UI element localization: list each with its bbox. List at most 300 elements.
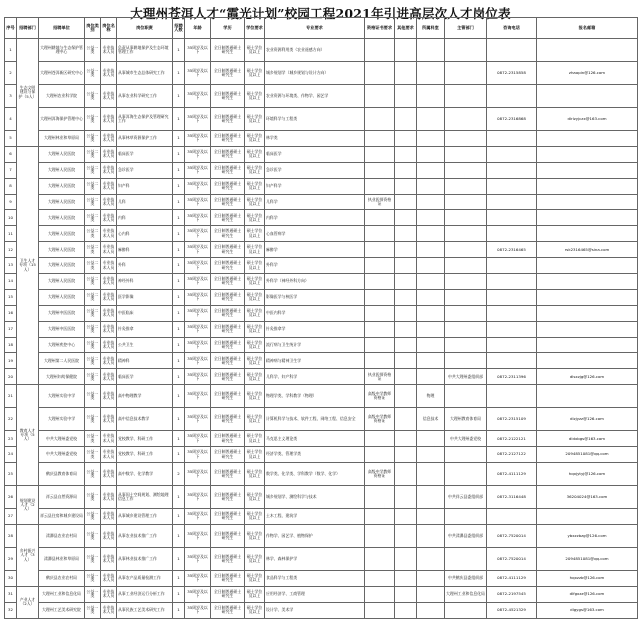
table-cell-duty: 从事农业技术推广工作 bbox=[117, 524, 173, 547]
table-cell-no: 5 bbox=[5, 131, 17, 147]
table-cell-unit: 大理州人民医院 bbox=[39, 178, 85, 194]
table-cell-gov bbox=[445, 353, 487, 369]
table-cell-other bbox=[395, 85, 417, 108]
table-cell-duty: 从事国土空间规划、测绘地理信息工作 bbox=[117, 486, 173, 509]
table-cell-unit: 大理州人民医院 bbox=[39, 242, 85, 258]
header-cell: 所属科室 bbox=[417, 18, 445, 39]
table-cell-unit: 鹤庆县教育体育局 bbox=[39, 463, 85, 486]
table-cell-num: 1 bbox=[173, 178, 185, 194]
table-cell-room bbox=[417, 463, 445, 486]
table-cell-room bbox=[417, 486, 445, 509]
table-cell-cert bbox=[365, 226, 395, 242]
table-cell-pos: 专业技术人员 bbox=[101, 178, 117, 194]
table-cell-mail[interactable]: dlsxzjg@126.com bbox=[537, 369, 638, 385]
table-cell-other bbox=[395, 509, 417, 525]
table-cell-major: 物理学类、学科教学（物理） bbox=[265, 385, 365, 408]
table-cell-unit: 中共大理州委党校 bbox=[39, 447, 85, 463]
table-cell-group: 产业人才（2人） bbox=[17, 586, 39, 618]
table-row bbox=[5, 547, 638, 570]
table-cell-unit: 大理州人民医院 bbox=[39, 274, 85, 290]
table-cell-pos: 专业技术人员 bbox=[101, 369, 117, 385]
header-cell: 其他要求 bbox=[395, 18, 417, 39]
table-cell-cat: 公益一类 bbox=[85, 62, 101, 85]
table-cell-mail[interactable]: zhaopin@126.com bbox=[537, 62, 638, 85]
table-cell-mail[interactable] bbox=[537, 509, 638, 525]
table-cell-age: 35周岁及以下 bbox=[185, 289, 211, 305]
table-row bbox=[5, 39, 638, 62]
table-cell-major: 作物学、园艺学、植物保护 bbox=[265, 524, 365, 547]
table-cell-tel bbox=[487, 337, 537, 353]
table-cell-cert bbox=[365, 210, 395, 226]
table-cell-no: 7 bbox=[5, 162, 17, 178]
table-cell-deg: 硕士学位及以上 bbox=[245, 602, 265, 618]
table-cell-edu: 全日制普通硕士研究生 bbox=[211, 463, 245, 486]
table-cell-pos: 专业技术人员 bbox=[101, 385, 117, 408]
table-cell-cert bbox=[365, 509, 395, 525]
table-cell-deg: 硕士学位及以上 bbox=[245, 509, 265, 525]
table-cell-cert bbox=[365, 570, 395, 586]
table-cell-tel: 0872-2127122 bbox=[487, 447, 537, 463]
table-cell-cert bbox=[365, 258, 395, 274]
table-cell-tel bbox=[487, 162, 537, 178]
table-cell-other bbox=[395, 431, 417, 447]
table-cell-room bbox=[417, 194, 445, 210]
table-cell-cat: 公益一类 bbox=[85, 131, 101, 147]
table-cell-pos: 专业技术人员 bbox=[101, 226, 117, 242]
table-row bbox=[5, 305, 638, 321]
table-cell-age: 35周岁及以下 bbox=[185, 108, 211, 131]
table-cell-cert bbox=[365, 524, 395, 547]
table-cell-cat: 公益一类 bbox=[85, 509, 101, 525]
table-cell-no: 1 bbox=[5, 39, 17, 62]
header-cell: 年龄 bbox=[185, 18, 211, 39]
table-cell-deg: 硕士学位及以上 bbox=[245, 62, 265, 85]
table-cell-gov: 中共祥云县委组织部 bbox=[445, 486, 487, 509]
table-cell-deg: 硕士学位及以上 bbox=[245, 162, 265, 178]
table-cell-other bbox=[395, 108, 417, 131]
table-cell-other bbox=[395, 385, 417, 408]
table-cell-mail[interactable]: dlgygs@163.com bbox=[537, 602, 638, 618]
table-cell-mail[interactable] bbox=[537, 162, 638, 178]
header-cell: 岗位类别 bbox=[85, 18, 101, 39]
table-cell-age: 35周岁及以下 bbox=[185, 274, 211, 290]
table-cell-mail[interactable]: dldxbgs@163.com bbox=[537, 431, 638, 447]
table-cell-tel: 0872-7520014 bbox=[487, 547, 537, 570]
table-row bbox=[5, 242, 638, 258]
table-cell-mail[interactable] bbox=[537, 353, 638, 369]
table-row bbox=[5, 85, 638, 108]
table-row bbox=[5, 258, 638, 274]
table-cell-mail[interactable] bbox=[537, 85, 638, 108]
table-cell-num: 1 bbox=[173, 108, 185, 131]
table-row bbox=[5, 108, 638, 131]
table-cell-major: 流行病与卫生统计学 bbox=[265, 337, 365, 353]
table-cell-gov bbox=[445, 146, 487, 162]
table-cell-pos: 专业技术人员 bbox=[101, 509, 117, 525]
table-cell-gov: 中共鹤庆县委组织部 bbox=[445, 570, 487, 586]
table-cell-gov bbox=[445, 509, 487, 525]
table-cell-cert bbox=[365, 274, 395, 290]
table-cell-edu: 全日制普通硕士研究生 bbox=[211, 131, 245, 147]
table-cell-unit: 大理州人民医院 bbox=[39, 194, 85, 210]
table-cell-room: 信息技术 bbox=[417, 408, 445, 431]
table-cell-cat: 公益二类 bbox=[85, 258, 101, 274]
table-cell-mail[interactable] bbox=[537, 274, 638, 290]
table-cell-duty: 从事农业科学研究工作 bbox=[117, 85, 173, 108]
table-cell-age: 35周岁及以下 bbox=[185, 486, 211, 509]
position-table bbox=[4, 17, 638, 619]
table-cell-room bbox=[417, 447, 445, 463]
table-cell-room bbox=[417, 547, 445, 570]
table-cell-tel bbox=[487, 321, 537, 337]
table-cell-edu: 全日制普通硕士研究生 bbox=[211, 226, 245, 242]
table-cell-major: 林学、森林保护学 bbox=[265, 547, 365, 570]
table-cell-num: 1 bbox=[173, 353, 185, 369]
table-cell-other bbox=[395, 570, 417, 586]
header-cell: 咨询电话 bbox=[487, 18, 537, 39]
table-cell-mail[interactable] bbox=[537, 210, 638, 226]
table-cell-duty: 从事农产品质量检测工作 bbox=[117, 570, 173, 586]
table-cell-mail[interactable] bbox=[537, 226, 638, 242]
table-cell-age: 35周岁及以下 bbox=[185, 524, 211, 547]
table-cell-other bbox=[395, 289, 417, 305]
table-cell-pos: 专业技术人员 bbox=[101, 194, 117, 210]
table-cell-unit: 大理州人民医院 bbox=[39, 226, 85, 242]
table-cell-major: 内科学 bbox=[265, 210, 365, 226]
table-cell-cat: 公益二类 bbox=[85, 289, 101, 305]
table-cell-group: 教育人才专项（5人） bbox=[17, 385, 39, 486]
table-cell-num: 1 bbox=[173, 408, 185, 431]
table-cell-mail[interactable] bbox=[537, 131, 638, 147]
table-cell-no: 22 bbox=[5, 408, 17, 431]
header-cell: 序号 bbox=[5, 18, 17, 39]
table-cell-cert bbox=[365, 108, 395, 131]
table-cell-other bbox=[395, 602, 417, 618]
table-cell-room bbox=[417, 305, 445, 321]
table-cell-edu: 全日制普通硕士研究生 bbox=[211, 486, 245, 509]
table-cell-edu: 全日制普通硕士研究生 bbox=[211, 178, 245, 194]
table-cell-gov: 中共大理州委组织部 bbox=[445, 369, 487, 385]
table-cell-tel: 0872-2315109 bbox=[487, 408, 537, 431]
table-cell-mail[interactable] bbox=[537, 321, 638, 337]
table-cell-no: 17 bbox=[5, 321, 17, 337]
table-row bbox=[5, 586, 638, 602]
table-row bbox=[5, 274, 638, 290]
table-cell-mail[interactable] bbox=[537, 39, 638, 62]
table-row bbox=[5, 431, 638, 447]
table-cell-tel bbox=[487, 146, 537, 162]
table-cell-group: 生态文明建设与保护（5人） bbox=[17, 39, 39, 147]
table-cell-mail[interactable]: ybxzzbzg@126.com bbox=[537, 524, 638, 547]
table-cell-deg: 硕士学位及以上 bbox=[245, 570, 265, 586]
table-cell-other bbox=[395, 305, 417, 321]
table-cell-duty: 中医临床 bbox=[117, 305, 173, 321]
table-cell-unit: 祥云县自然资源局 bbox=[39, 486, 85, 509]
table-cell-tel bbox=[487, 226, 537, 242]
table-cell-cert bbox=[365, 85, 395, 108]
table-cell-cert bbox=[365, 39, 395, 62]
table-cell-tel: 0872-2316465 bbox=[487, 242, 537, 258]
table-cell-unit: 大理州耕地与生态保护管理中心 bbox=[39, 39, 85, 62]
table-cell-tel: 0872-4111129 bbox=[487, 463, 537, 486]
table-cell-room bbox=[417, 369, 445, 385]
table-cell-gov bbox=[445, 108, 487, 131]
table-cell-room bbox=[417, 431, 445, 447]
table-cell-edu: 全日制普通硕士研究生 bbox=[211, 509, 245, 525]
header-cell: 报名邮箱 bbox=[537, 18, 638, 39]
table-cell-deg: 硕士学位及以上 bbox=[245, 178, 265, 194]
table-cell-no: 21 bbox=[5, 385, 17, 408]
table-cell-no: 26 bbox=[5, 486, 17, 509]
table-cell-deg: 硕士学位及以上 bbox=[245, 321, 265, 337]
table-cell-unit: 大理州人民医院 bbox=[39, 162, 85, 178]
table-cell-group: 规划建设人才（2人） bbox=[17, 486, 39, 525]
table-cell-other bbox=[395, 131, 417, 147]
table-cell-cat: 公益二类 bbox=[85, 369, 101, 385]
table-cell-pos: 专业技术人员 bbox=[101, 353, 117, 369]
table-cell-cat: 公益一类 bbox=[85, 408, 101, 431]
table-cell-no: 24 bbox=[5, 447, 17, 463]
table-cell-cert: 执业医师资格证 bbox=[365, 194, 395, 210]
table-cell-tel: 0872-2122121 bbox=[487, 431, 537, 447]
table-cell-edu: 全日制普通硕士研究生 bbox=[211, 85, 245, 108]
table-cell-duty: 心内科 bbox=[117, 226, 173, 242]
table-cell-no: 2 bbox=[5, 62, 17, 85]
table-cell-cert bbox=[365, 602, 395, 618]
table-cell-tel bbox=[487, 509, 537, 525]
table-cell-age: 35周岁及以下 bbox=[185, 353, 211, 369]
table-cell-gov bbox=[445, 385, 487, 408]
table-cell-cat: 公益二类 bbox=[85, 305, 101, 321]
table-row bbox=[5, 509, 638, 525]
table-cell-duty: 麻醉科 bbox=[117, 242, 173, 258]
table-cell-gov bbox=[445, 131, 487, 147]
table-cell-mail[interactable] bbox=[537, 385, 638, 408]
table-cell-cert bbox=[365, 289, 395, 305]
table-cell-mail[interactable]: dlzjyzz@126.com bbox=[537, 408, 638, 431]
table-cell-major: 设计学、美术学 bbox=[265, 602, 365, 618]
table-cell-gov: 大理州工业和信息化局 bbox=[445, 586, 487, 602]
table-cell-gov bbox=[445, 258, 487, 274]
table-cell-cat: 公益二类 bbox=[85, 210, 101, 226]
table-cell-num: 1 bbox=[173, 447, 185, 463]
table-cell-major: 妇产科学 bbox=[265, 178, 365, 194]
table-cell-mail[interactable]: 36204024@163.com bbox=[537, 486, 638, 509]
table-cell-cat: 公益二类 bbox=[85, 146, 101, 162]
table-cell-num: 1 bbox=[173, 62, 185, 85]
table-cell-duty: 高中信息技术教学 bbox=[117, 408, 173, 431]
table-cell-tel: 0872-2315858 bbox=[487, 62, 537, 85]
table-cell-mail[interactable]: hqxzzb@126.com bbox=[537, 570, 638, 586]
table-cell-pos: 专业技术人员 bbox=[101, 162, 117, 178]
table-cell-unit: 大理州人民医院 bbox=[39, 258, 85, 274]
table-cell-cert bbox=[365, 62, 395, 85]
table-cell-cert: 高级中学教师资格证 bbox=[365, 408, 395, 431]
table-cell-tel: 0872-2316868 bbox=[487, 108, 537, 131]
table-cell-deg: 硕士学位及以上 bbox=[245, 463, 265, 486]
table-cell-room bbox=[417, 289, 445, 305]
table-cell-room bbox=[417, 353, 445, 369]
table-cell-tel bbox=[487, 305, 537, 321]
table-cell-major: 马克思主义理论类 bbox=[265, 431, 365, 447]
table-row bbox=[5, 447, 638, 463]
table-cell-gov bbox=[445, 85, 487, 108]
table-cell-mail[interactable]: 2094851081@qq.com bbox=[537, 447, 638, 463]
table-cell-unit: 大理州疾控中心 bbox=[39, 337, 85, 353]
table-cell-no: 32 bbox=[5, 602, 17, 618]
table-cell-tel bbox=[487, 385, 537, 408]
table-cell-gov bbox=[445, 321, 487, 337]
table-cell-mail[interactable] bbox=[537, 289, 638, 305]
table-cell-mail[interactable]: dlfgxzz@126.com bbox=[537, 586, 638, 602]
table-cell-unit: 漾濞县农业农村局 bbox=[39, 524, 85, 547]
table-cell-duty: 从事林业技术推广工作 bbox=[117, 547, 173, 570]
table-cell-cat: 公益二类 bbox=[85, 353, 101, 369]
table-cell-cert bbox=[365, 321, 395, 337]
table-cell-num: 1 bbox=[173, 524, 185, 547]
table-cell-major: 农业资源与环境类、作物学、园艺学 bbox=[265, 85, 365, 108]
table-cell-mail[interactable]: 2094851081@qq.com bbox=[537, 547, 638, 570]
table-cell-no: 3 bbox=[5, 85, 17, 108]
table-cell-edu: 全日制普通硕士研究生 bbox=[211, 258, 245, 274]
table-row bbox=[5, 162, 638, 178]
table-cell-duty: 从事洱海生态保护及管理研究工作 bbox=[117, 108, 173, 131]
table-cell-duty: 高中物理教学 bbox=[117, 385, 173, 408]
table-cell-deg: 硕士学位及以上 bbox=[245, 210, 265, 226]
table-cell-edu: 全日制普通硕士研究生 bbox=[211, 108, 245, 131]
table-cell-deg: 硕士学位及以上 bbox=[245, 274, 265, 290]
header-cell: 招聘人数 bbox=[173, 18, 185, 39]
table-cell-room bbox=[417, 210, 445, 226]
table-cell-pos: 专业技术人员 bbox=[101, 524, 117, 547]
table-cell-major: 影像医学与核医学 bbox=[265, 289, 365, 305]
table-cell-age: 35周岁及以下 bbox=[185, 337, 211, 353]
table-cell-cert bbox=[365, 447, 395, 463]
table-cell-no: 18 bbox=[5, 337, 17, 353]
table-cell-duty: 急诊医学 bbox=[117, 162, 173, 178]
table-cell-pos: 专业技术人员 bbox=[101, 258, 117, 274]
table-cell-mail[interactable] bbox=[537, 178, 638, 194]
table-cell-mail[interactable]: rsk2316465@sina.com bbox=[537, 242, 638, 258]
table-cell-duty: 外科 bbox=[117, 258, 173, 274]
table-cell-gov: 中共大理州委党校 bbox=[445, 431, 487, 447]
table-row bbox=[5, 353, 638, 369]
table-cell-tel bbox=[487, 289, 537, 305]
table-cell-deg: 硕士学位及以上 bbox=[245, 305, 265, 321]
table-cell-edu: 全日制普通硕士研究生 bbox=[211, 602, 245, 618]
table-cell-deg: 硕士学位及以上 bbox=[245, 486, 265, 509]
table-cell-cat: 公益二类 bbox=[85, 321, 101, 337]
header-cell: 岗位职责 bbox=[117, 18, 173, 39]
table-cell-age: 35周岁及以下 bbox=[185, 431, 211, 447]
table-cell-duty: 精神科 bbox=[117, 353, 173, 369]
table-cell-no: 23 bbox=[5, 431, 17, 447]
table-cell-room bbox=[417, 39, 445, 62]
table-cell-deg: 硕士学位及以上 bbox=[245, 242, 265, 258]
table-cell-room bbox=[417, 586, 445, 602]
table-cell-duty: 从事城乡建设管理工作 bbox=[117, 509, 173, 525]
table-cell-age: 35周岁及以下 bbox=[185, 131, 211, 147]
table-cell-other bbox=[395, 258, 417, 274]
table-cell-cat: 公益一类 bbox=[85, 486, 101, 509]
table-cell-gov bbox=[445, 447, 487, 463]
table-cell-num: 1 bbox=[173, 509, 185, 525]
table-cell-num: 1 bbox=[173, 194, 185, 210]
table-cell-mail[interactable] bbox=[537, 146, 638, 162]
header-cell: 学历 bbox=[211, 18, 245, 39]
table-cell-no: 31 bbox=[5, 586, 17, 602]
table-cell-num: 1 bbox=[173, 242, 185, 258]
table-cell-num: 1 bbox=[173, 602, 185, 618]
table-cell-unit: 中共大理州委党校 bbox=[39, 431, 85, 447]
table-cell-room bbox=[417, 570, 445, 586]
table-cell-no: 27 bbox=[5, 509, 17, 525]
table-cell-mail[interactable] bbox=[537, 194, 638, 210]
table-cell-cert bbox=[365, 586, 395, 602]
table-cell-duty: 党校教学、科研工作 bbox=[117, 447, 173, 463]
table-cell-edu: 全日制普通硕士研究生 bbox=[211, 369, 245, 385]
table-cell-mail[interactable]: dlrlzyjczx@163.com bbox=[537, 108, 638, 131]
table-cell-pos: 专业技术人员 bbox=[101, 463, 117, 486]
table-cell-other bbox=[395, 463, 417, 486]
table-cell-unit: 大理州人民医院 bbox=[39, 210, 85, 226]
table-cell-major: 农业资源利用类（农业遥感方向） bbox=[265, 39, 365, 62]
table-cell-room bbox=[417, 258, 445, 274]
table-cell-duty: 内科 bbox=[117, 210, 173, 226]
table-cell-duty: 负责从事耕地保护及生态环境管理工作 bbox=[117, 39, 173, 62]
table-cell-edu: 全日制普通硕士研究生 bbox=[211, 194, 245, 210]
table-cell-deg: 硕士学位及以上 bbox=[245, 226, 265, 242]
table-cell-cert: 高级中学教师资格证 bbox=[365, 463, 395, 486]
table-cell-tel bbox=[487, 85, 537, 108]
table-cell-mail[interactable] bbox=[537, 305, 638, 321]
table-cell-mail[interactable]: hqxjytyj@126.com bbox=[537, 463, 638, 486]
table-cell-cat: 公益二类 bbox=[85, 274, 101, 290]
table-cell-deg: 硕士学位及以上 bbox=[245, 408, 265, 431]
table-cell-gov bbox=[445, 242, 487, 258]
table-cell-cert: 执业医师资格证 bbox=[365, 369, 395, 385]
table-cell-no: 8 bbox=[5, 178, 17, 194]
table-cell-tel bbox=[487, 258, 537, 274]
table-cell-other bbox=[395, 162, 417, 178]
table-cell-age: 35周岁及以下 bbox=[185, 547, 211, 570]
table-cell-edu: 全日制普通硕士研究生 bbox=[211, 570, 245, 586]
table-cell-mail[interactable] bbox=[537, 337, 638, 353]
table-cell-major: 数学类、化学类、学科教学（数学、化学） bbox=[265, 463, 365, 486]
table-cell-major: 麻醉学 bbox=[265, 242, 365, 258]
table-cell-num: 1 bbox=[173, 547, 185, 570]
table-cell-num: 1 bbox=[173, 321, 185, 337]
table-cell-num: 1 bbox=[173, 431, 185, 447]
table-cell-duty: 高中数学、化学教学 bbox=[117, 463, 173, 486]
table-cell-mail[interactable] bbox=[537, 258, 638, 274]
table-cell-unit: 漾濞县林业和草原局 bbox=[39, 547, 85, 570]
table-cell-tel bbox=[487, 131, 537, 147]
table-cell-cat: 公益二类 bbox=[85, 242, 101, 258]
table-cell-deg: 硕士学位及以上 bbox=[245, 547, 265, 570]
table-cell-duty: 临床医学 bbox=[117, 146, 173, 162]
table-cell-other bbox=[395, 408, 417, 431]
table-cell-gov bbox=[445, 547, 487, 570]
table-cell-age: 35周岁及以下 bbox=[185, 408, 211, 431]
table-cell-cat: 公益一类 bbox=[85, 463, 101, 486]
table-cell-pos: 专业技术人员 bbox=[101, 431, 117, 447]
table-cell-edu: 全日制普通硕士研究生 bbox=[211, 337, 245, 353]
table-row bbox=[5, 178, 638, 194]
table-cell-cert bbox=[365, 131, 395, 147]
table-cell-pos: 专业技术人员 bbox=[101, 131, 117, 147]
table-cell-cat: 公益一类 bbox=[85, 570, 101, 586]
